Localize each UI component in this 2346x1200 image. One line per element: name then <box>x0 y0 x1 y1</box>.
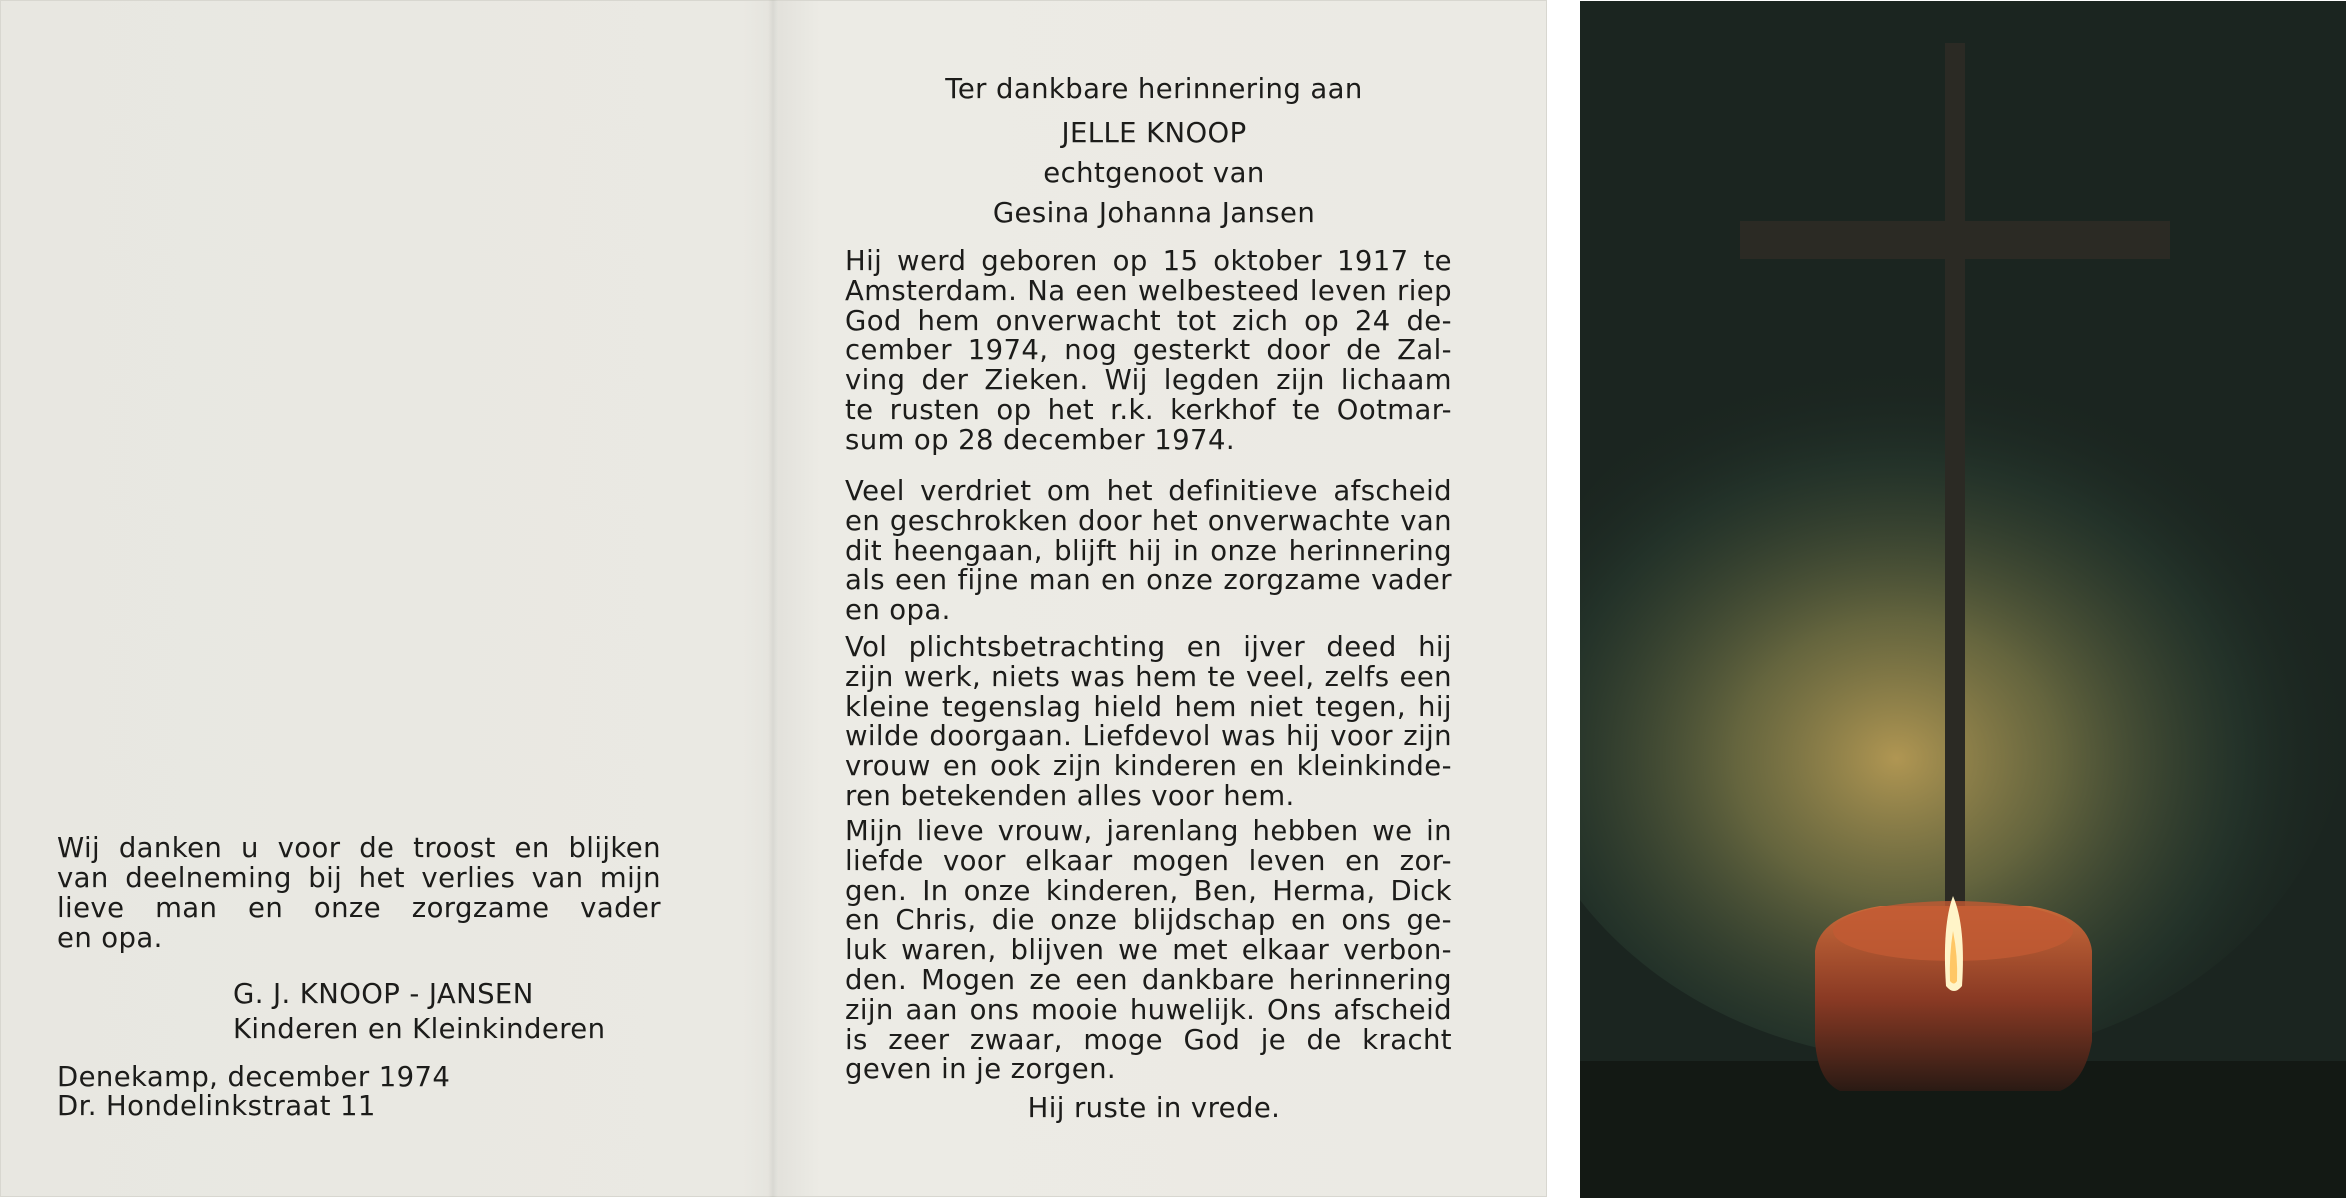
word: zelfs <box>1324 660 1390 693</box>
word: elkaar <box>1025 844 1113 877</box>
paragraph-wife <box>845 816 1452 1084</box>
word: en <box>1345 844 1381 877</box>
cross-bar <box>1740 221 2170 259</box>
word: Hij <box>845 245 883 277</box>
word: op <box>996 393 1032 426</box>
word: dankbare <box>1141 963 1275 996</box>
word: troost <box>413 832 496 864</box>
word: kleine <box>845 690 930 723</box>
word: een <box>1075 963 1128 996</box>
word: doorgaan. <box>929 720 1073 753</box>
cross-and-candle-photo <box>1580 1 2346 1198</box>
word: lieve <box>57 892 125 924</box>
word: hij <box>1418 631 1452 663</box>
text-line <box>845 276 1452 306</box>
text-line <box>845 935 1452 965</box>
text-line <box>845 965 1452 995</box>
word: hield <box>1093 690 1163 723</box>
word: onze <box>963 874 1031 907</box>
word: 24 <box>1354 304 1391 337</box>
word: voor <box>277 832 341 864</box>
word: Herma, <box>1272 874 1376 907</box>
spouse-name: Gesina Johanna Jansen <box>992 197 1316 229</box>
word: waren, <box>901 934 997 967</box>
word: Na <box>1027 274 1066 307</box>
word: definitieve <box>1168 475 1318 507</box>
word: hij <box>1418 690 1452 723</box>
word: danken <box>118 832 223 864</box>
text-line <box>845 536 1452 566</box>
word: welbesteed <box>1138 274 1300 307</box>
word: nog <box>1064 334 1118 367</box>
word: lichaam <box>1340 364 1452 397</box>
word: geboren <box>981 245 1098 277</box>
text-line <box>845 395 1452 425</box>
spouse-intro: echtgenoot van <box>1043 157 1265 189</box>
place-date: Denekamp, december 1974 <box>57 1061 451 1093</box>
word: als <box>845 564 886 597</box>
word: hem <box>1174 690 1237 723</box>
word: blijven <box>1010 934 1105 967</box>
thanks-line <box>57 893 661 923</box>
word: zijn <box>845 660 894 693</box>
word: de <box>1306 1023 1342 1056</box>
word: Ons <box>1267 993 1322 1026</box>
word: ving <box>845 364 906 397</box>
word: verdriet <box>920 475 1032 507</box>
word: een <box>1399 660 1452 693</box>
word: en <box>248 892 284 924</box>
word: afscheid <box>1333 475 1452 507</box>
word: deelneming <box>125 862 292 894</box>
word: legden <box>1163 364 1261 397</box>
word: onze <box>1210 534 1278 567</box>
word: ook <box>990 750 1041 783</box>
word: leven <box>1248 844 1326 877</box>
word: Wij <box>1104 364 1148 397</box>
word: niet <box>1248 690 1304 723</box>
thanks-line: en opa. <box>57 922 163 954</box>
word: hij <box>1286 720 1320 753</box>
word: herinnering <box>1288 963 1452 996</box>
word: Ootmar- <box>1336 393 1452 426</box>
word: geschrokken <box>889 504 1069 537</box>
text-line <box>845 846 1452 876</box>
word: Zal- <box>1397 334 1452 367</box>
word: huwelijk. <box>1129 993 1256 1026</box>
word: te <box>1292 393 1321 426</box>
text-line <box>845 335 1452 365</box>
word: van <box>531 862 584 894</box>
word: een <box>895 564 948 597</box>
word: te <box>845 393 874 426</box>
signature-family: Kinderen en Kleinkinderen <box>233 1013 606 1045</box>
word: moge <box>1083 1023 1163 1056</box>
paragraph-work <box>845 632 1452 811</box>
word: we <box>1118 934 1159 967</box>
word: is <box>845 1023 868 1056</box>
word: der <box>921 364 969 397</box>
word: mogen <box>1131 844 1230 877</box>
word: gesterkt <box>1132 334 1251 367</box>
word: kinderen <box>1113 750 1238 783</box>
word: het <box>1106 475 1153 507</box>
word: zor- <box>1399 844 1452 877</box>
text-line: geven in je zorgen. <box>845 1053 1117 1086</box>
word: te <box>1423 245 1452 277</box>
word: was <box>1070 660 1126 693</box>
word: en <box>845 904 881 937</box>
word: Mijn <box>845 815 904 847</box>
word: ge- <box>1406 904 1452 937</box>
card-fold <box>768 0 778 1197</box>
word: vader <box>580 892 661 924</box>
word: zwaar, <box>969 1023 1063 1056</box>
word: u <box>241 832 259 864</box>
thanks-line <box>57 863 661 893</box>
word: onze <box>1050 904 1118 937</box>
deceased-name: JELLE KNOOP <box>1061 117 1247 149</box>
word: een <box>1075 274 1128 307</box>
word: onze <box>1146 564 1214 597</box>
word: In <box>922 874 949 907</box>
word: door <box>1266 334 1331 367</box>
word: luk <box>845 934 888 967</box>
word: mijn <box>599 862 661 894</box>
word: het <box>1151 504 1199 537</box>
word: man <box>1028 564 1092 597</box>
word: en <box>514 832 550 864</box>
word: riep <box>1397 274 1452 307</box>
word: leven <box>1309 274 1388 307</box>
text-line <box>845 876 1452 906</box>
word: hebben <box>1252 815 1359 847</box>
word: zijn <box>845 993 894 1026</box>
word: van <box>1400 504 1452 537</box>
word: blijdschap <box>1132 904 1276 937</box>
word: aan <box>905 993 958 1026</box>
word: zorgzame <box>1223 564 1362 597</box>
thanks-line <box>57 833 661 863</box>
word: werk, <box>903 660 982 693</box>
word: 15 <box>1162 245 1199 277</box>
word: God <box>1183 1023 1241 1056</box>
word: Chris, <box>895 904 977 937</box>
text-line <box>845 721 1452 751</box>
word: kerkhof <box>1170 393 1276 426</box>
word: tegen, <box>1315 690 1406 723</box>
word: man <box>155 892 218 924</box>
word: vrouw, <box>997 815 1093 847</box>
word: onverwachte <box>1207 504 1391 537</box>
word: in <box>1173 534 1200 567</box>
word: fijne <box>957 564 1019 597</box>
word: ijver <box>1243 631 1306 663</box>
word: de- <box>1406 304 1452 337</box>
word: werd <box>897 245 967 277</box>
word: voor <box>942 844 1006 877</box>
word: die <box>991 904 1035 937</box>
closing-line: Hij ruste in vrede. <box>1027 1092 1281 1124</box>
text-line <box>845 816 1452 846</box>
paragraph-birth <box>845 246 1452 455</box>
word: niets <box>991 660 1061 693</box>
word: ons <box>969 993 1020 1026</box>
text-line <box>845 632 1452 662</box>
word: we <box>1372 815 1413 847</box>
word: en <box>942 750 978 783</box>
word: heengaan, <box>893 534 1043 567</box>
text-line <box>845 662 1452 692</box>
signature-name: G. J. KNOOP - JANSEN <box>233 978 534 1010</box>
text-line <box>845 751 1452 781</box>
word: Wij <box>57 832 101 864</box>
word: Veel <box>845 475 905 507</box>
word: was <box>1220 720 1276 753</box>
word: bij <box>308 862 343 894</box>
word: God <box>845 304 902 337</box>
word: tegenslag <box>941 690 1082 723</box>
word: zijn <box>1276 364 1325 397</box>
word: cember <box>845 334 952 367</box>
text-line: sum op 28 december 1974. <box>845 423 1235 456</box>
text-line <box>845 506 1452 536</box>
text-line <box>845 565 1452 595</box>
word: verbon- <box>1343 934 1452 967</box>
word: 1974, <box>967 334 1049 367</box>
word: de <box>359 832 395 864</box>
word: je <box>1260 1023 1287 1056</box>
word: onverwacht <box>995 304 1162 337</box>
word: zeer <box>888 1023 950 1056</box>
text-line: en opa. <box>845 594 951 627</box>
word: en <box>1101 564 1137 597</box>
word: en <box>845 504 881 537</box>
word: zijn <box>1052 750 1102 783</box>
word: rusten <box>889 393 981 426</box>
word: tot <box>1176 304 1217 337</box>
word: om <box>1046 475 1092 507</box>
word: mooie <box>1031 993 1119 1026</box>
text-line <box>845 995 1452 1025</box>
word: hem <box>1135 660 1198 693</box>
word: vrouw <box>845 750 931 783</box>
word: veel, <box>1245 660 1315 693</box>
word: lieve <box>916 815 985 847</box>
text-line <box>845 365 1452 395</box>
word: oktober <box>1213 245 1323 277</box>
word: den. <box>845 963 908 996</box>
word: liefde <box>845 844 924 877</box>
word: het <box>1047 393 1095 426</box>
word: in <box>1426 815 1452 847</box>
word: met <box>1172 934 1228 967</box>
word: ons <box>1341 904 1392 937</box>
word: elkaar <box>1241 934 1330 967</box>
word: Dick <box>1390 874 1452 907</box>
word: en <box>1186 631 1222 663</box>
word: op <box>1112 245 1148 277</box>
word: jarenlang <box>1106 815 1239 847</box>
word: door <box>1077 504 1142 537</box>
word: kracht <box>1362 1023 1452 1056</box>
word: voor <box>1330 720 1394 753</box>
word: hem <box>917 304 980 337</box>
word: Liefdevol <box>1082 720 1211 753</box>
word: op <box>1304 304 1340 337</box>
text-line <box>845 246 1452 276</box>
word: herinnering <box>1288 534 1452 567</box>
word: kinderen, <box>1045 874 1179 907</box>
address: Dr. Hondelinkstraat 11 <box>57 1090 376 1122</box>
word: van <box>57 862 109 894</box>
text-line <box>845 905 1452 935</box>
thanks-text <box>57 833 661 953</box>
text-line: ren betekenden alles voor hem. <box>845 779 1295 812</box>
cross-and-candle-icon <box>1580 1 2346 1198</box>
word: vader <box>1371 564 1452 597</box>
word: Amsterdam. <box>845 274 1018 307</box>
word: blijken <box>568 832 661 864</box>
word: zich <box>1232 304 1289 337</box>
word: afscheid <box>1333 993 1452 1026</box>
word: Vol <box>845 631 888 663</box>
word: ze <box>1029 963 1062 996</box>
cross-upright <box>1945 43 1965 983</box>
word: kleinkinde- <box>1296 750 1452 783</box>
word: het <box>358 862 405 894</box>
word: zorgzame <box>411 892 550 924</box>
text-line <box>845 476 1452 506</box>
text-line <box>845 692 1452 722</box>
word: dit <box>845 534 883 567</box>
text-line <box>845 1025 1452 1055</box>
word: te <box>1207 660 1236 693</box>
word: Mogen <box>921 963 1016 996</box>
word: gen. <box>845 874 908 907</box>
text-line <box>845 306 1452 336</box>
word: plichtsbetrachting <box>908 631 1166 663</box>
word: deed <box>1326 631 1397 663</box>
word: blijft <box>1054 534 1117 567</box>
word: Zieken. <box>984 364 1089 397</box>
word: hij <box>1128 534 1162 567</box>
word: de <box>1346 334 1382 367</box>
word: Ben, <box>1193 874 1258 907</box>
heading: Ter dankbare herinnering aan <box>945 73 1363 105</box>
word: en <box>1291 904 1327 937</box>
paragraph-grief <box>845 476 1452 625</box>
word: r.k. <box>1110 393 1154 426</box>
word: zijn <box>1403 720 1452 753</box>
word: onze <box>313 892 382 924</box>
word: verlies <box>421 862 516 894</box>
word: en <box>1249 750 1285 783</box>
word: wilde <box>845 720 920 753</box>
word: 1917 <box>1336 245 1409 277</box>
